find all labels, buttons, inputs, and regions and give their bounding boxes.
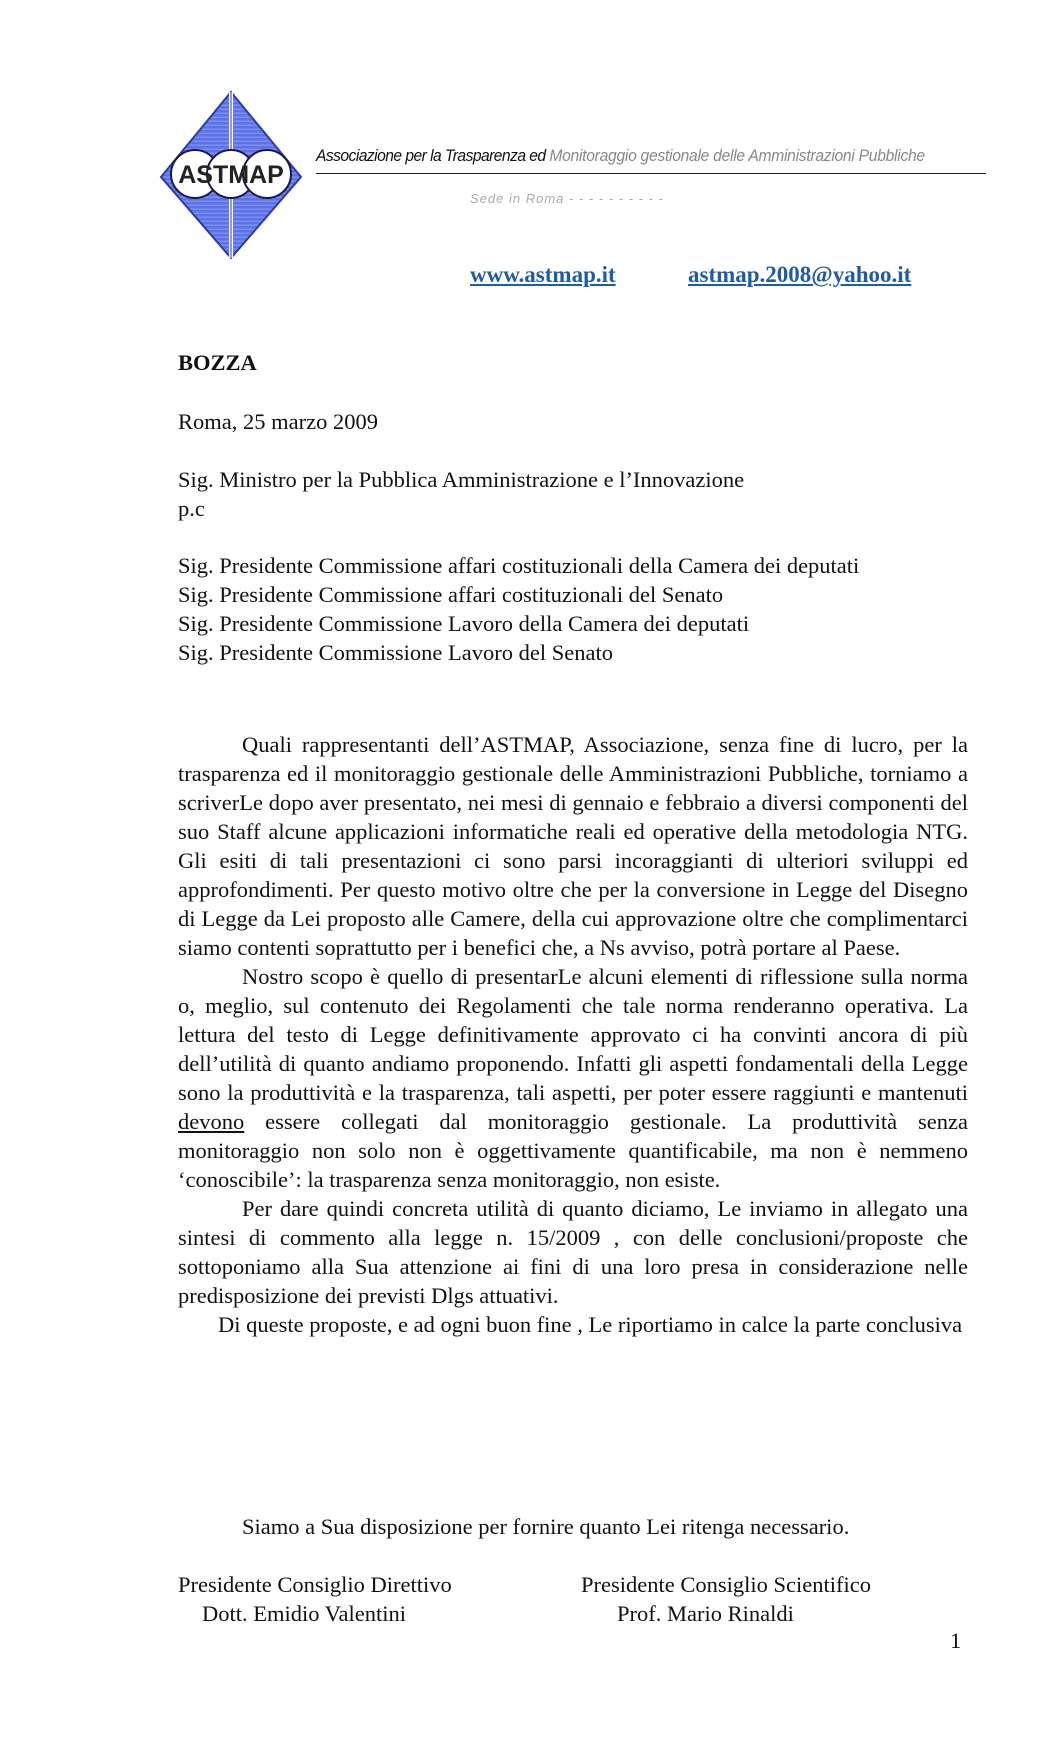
cc-recipient: Sig. Presidente Commissione Lavoro del Senato [178, 640, 613, 665]
recipient-main: Sig. Ministro per la Pubblica Amministrazione e l’Innovazione [178, 467, 745, 492]
org-name-part-1: Associazione per la Trasparenza ed [316, 146, 550, 165]
cc-recipient: Sig. Presidente Commissione affari costituzionali della Camera dei deputati [178, 553, 860, 578]
body-paragraph-3: Per dare quindi concreta utilità di quanto diciamo, Le inviamo in allegato una sintesi di commento alla legge n. 15/2009 , con delle conclusioni/proposte che sottoponiamo alla Sua attenzione ai fini di una loro presa in considerazione nelle predisposizione dei previsti Dlgs attuativi. [178, 1196, 968, 1308]
cc-label: p.c [178, 496, 205, 521]
place-date: Roma, 25 marzo 2009 [178, 409, 378, 434]
body-paragraph-1: Quali rappresentanti dell’ASTMAP, Associazione, senza fine di lucro, per la trasparenza ed il monitoraggio gestionale delle Amministrazioni Pubbliche, torniamo a scriverLe dopo aver presentato, nei mesi di gennaio e febbraio a diversi componenti del suo Staff alcune applicazioni informatiche reali ed operative della metodologia NTG. Gli esiti di tali presentazioni ci sono parsi incoraggianti di ulteriori sviluppi ed approfondimenti. Per questo motivo oltre che per la conversione in Legge del Disegno di Legge da Lei proposto alle Camere, della cui approvazione oltre che complimentarci siamo contenti soprattutto per i benefici che, a Ns avviso, potrà portare al Paese. [178, 732, 968, 960]
organization-address: Sede in Roma - - - - - - - - - - [470, 191, 664, 206]
organization-name [316, 146, 932, 166]
closing-sentence: Siamo a Sua disposizione per fornire quanto Lei ritenga necessario. [242, 1514, 850, 1539]
signature-name-right: Prof. Mario Rinaldi [617, 1601, 794, 1626]
signature-role-right: Presidente Consiglio Scientifico [581, 1572, 871, 1597]
logo-text: ASTMAP [178, 161, 284, 189]
astmap-logo [158, 90, 304, 260]
signature-role-left: Presidente Consiglio Direttivo [178, 1572, 452, 1597]
email-link[interactable]: astmap.2008@yahoo.it [688, 262, 912, 287]
draft-label: BOZZA [178, 350, 257, 375]
signature-name-left: Dott. Emidio Valentini [202, 1601, 406, 1626]
website-link[interactable]: www.astmap.it [470, 262, 616, 287]
astmap-diamond-icon [158, 90, 304, 260]
letter-body [178, 730, 968, 1339]
page-number: 1 [950, 1628, 962, 1653]
body-paragraph-4: Di queste proposte, e ad ogni buon fine , Le riportiamo in calce la parte conclusiva [218, 1312, 963, 1337]
cc-recipient: Sig. Presidente Commissione Lavoro della Camera dei deputati [178, 611, 750, 636]
body-paragraph-2: Nostro scopo è quello di presentarLe alcuni elementi di riflessione sulla norma o, meglio, sul contenuto dei Regolamenti che tale norma renderanno operativa. La lettura del testo di Legge definitivamente approvato ci ha convinti ancora di più dell’utilità di quanto andiamo proponendo. Infatti gli aspetti fondamentali della Legge sono la produttività e la trasparenza, tali aspetti, per poter essere raggiunti e mantenuti devono essere collegati dal monitoraggio gestionale. La produttività senza monitoraggio non solo non è oggettivamente quantificabile, ma non è nemmeno ‘conoscibile’: la trasparenza senza monitoraggio, non esiste. [178, 964, 968, 1192]
header-divider [316, 173, 986, 174]
org-name-part-2: Monitoraggio gestionale delle Amministrazioni Pubbliche [549, 146, 925, 165]
emphasis-devono: devono [178, 1109, 245, 1134]
cc-recipient: Sig. Presidente Commissione affari costituzionali del Senato [178, 582, 724, 607]
cc-recipients-list [178, 551, 859, 667]
